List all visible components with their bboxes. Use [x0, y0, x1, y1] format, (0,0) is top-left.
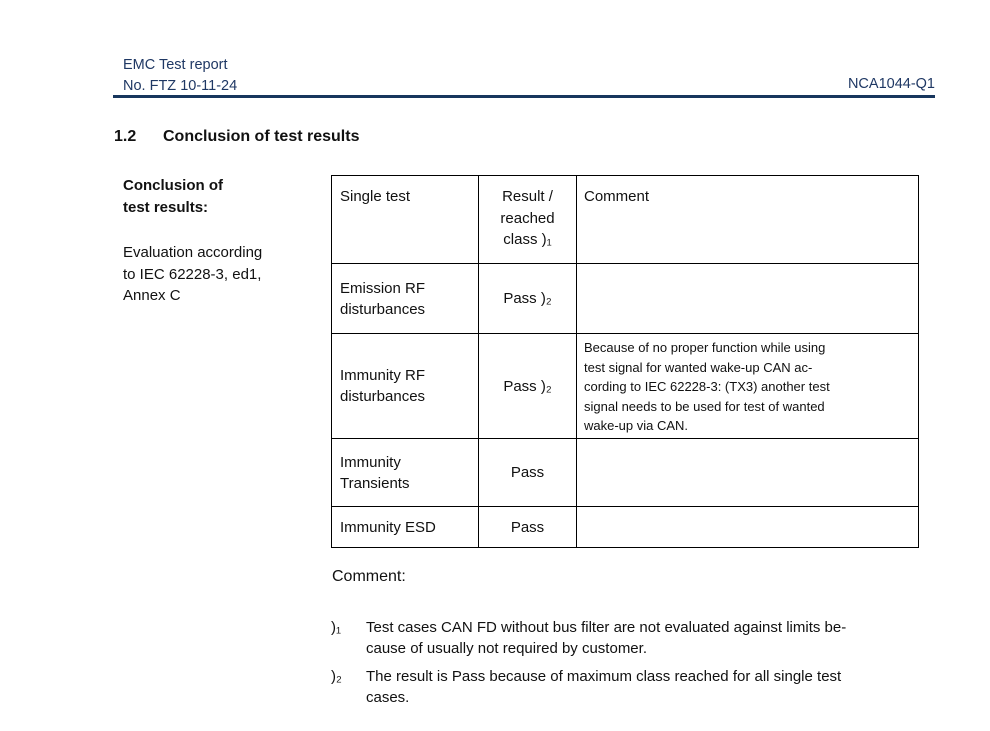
cell-test: Immunity RF disturbances [332, 334, 479, 439]
footnote [331, 666, 931, 708]
footnote [331, 617, 931, 659]
column-header-result: Result / reached class )₁ [479, 176, 577, 264]
footnotes [331, 617, 931, 715]
sidebar [123, 175, 328, 307]
footnote-text: Test cases CAN FD without bus filter are not evaluated against limits be- cause of usually not required by customer. [366, 619, 847, 657]
table-row [332, 439, 919, 507]
cell-test: Immunity ESD [332, 507, 479, 548]
cell-comment [577, 439, 919, 507]
table-row [332, 334, 919, 439]
cell-result: Pass )₂ [479, 264, 577, 334]
cell-comment [577, 264, 919, 334]
report-number: No. FTZ 10-11-24 [123, 78, 238, 94]
section-title: Conclusion of test results [163, 128, 360, 145]
column-header-single-test: Single test [332, 176, 479, 264]
cell-test: Emission RF disturbances [332, 264, 479, 334]
section-number: 1.2 [114, 128, 137, 145]
footnote-marker: )₂ [331, 668, 342, 685]
table-row [332, 264, 919, 334]
column-header-comment: Comment [577, 176, 919, 264]
cell-result: Pass )₂ [479, 334, 577, 439]
cell-comment [577, 507, 919, 548]
doc-code: NCA1044-Q1 [847, 76, 935, 92]
section-heading [114, 128, 359, 146]
report-title: EMC Test report [123, 57, 228, 73]
sidebar-note: Evaluation according to IEC 62228-3, ed1, Annex C [123, 244, 263, 304]
cell-result: Pass [479, 439, 577, 507]
results-table [331, 175, 919, 548]
cell-test: Immunity Transients [332, 439, 479, 507]
table-row [332, 507, 919, 548]
table-header-row [332, 176, 919, 264]
cell-comment: Because of no proper function while using test signal for wanted wake-up CAN ac- cording to IEC 62228-3: (TX3) another test signal needs to be used for test of wanted wake-up via CAN. [577, 334, 919, 439]
footnote-marker: )₁ [331, 619, 342, 636]
sidebar-label: Conclusion of test results: [123, 177, 223, 216]
footnote-text: The result is Pass because of maximum class reached for all single test cases. [366, 668, 842, 706]
report-header [123, 55, 237, 97]
cell-result: Pass [479, 507, 577, 548]
comment-label: Comment: [332, 568, 406, 585]
header-rule [113, 95, 935, 98]
